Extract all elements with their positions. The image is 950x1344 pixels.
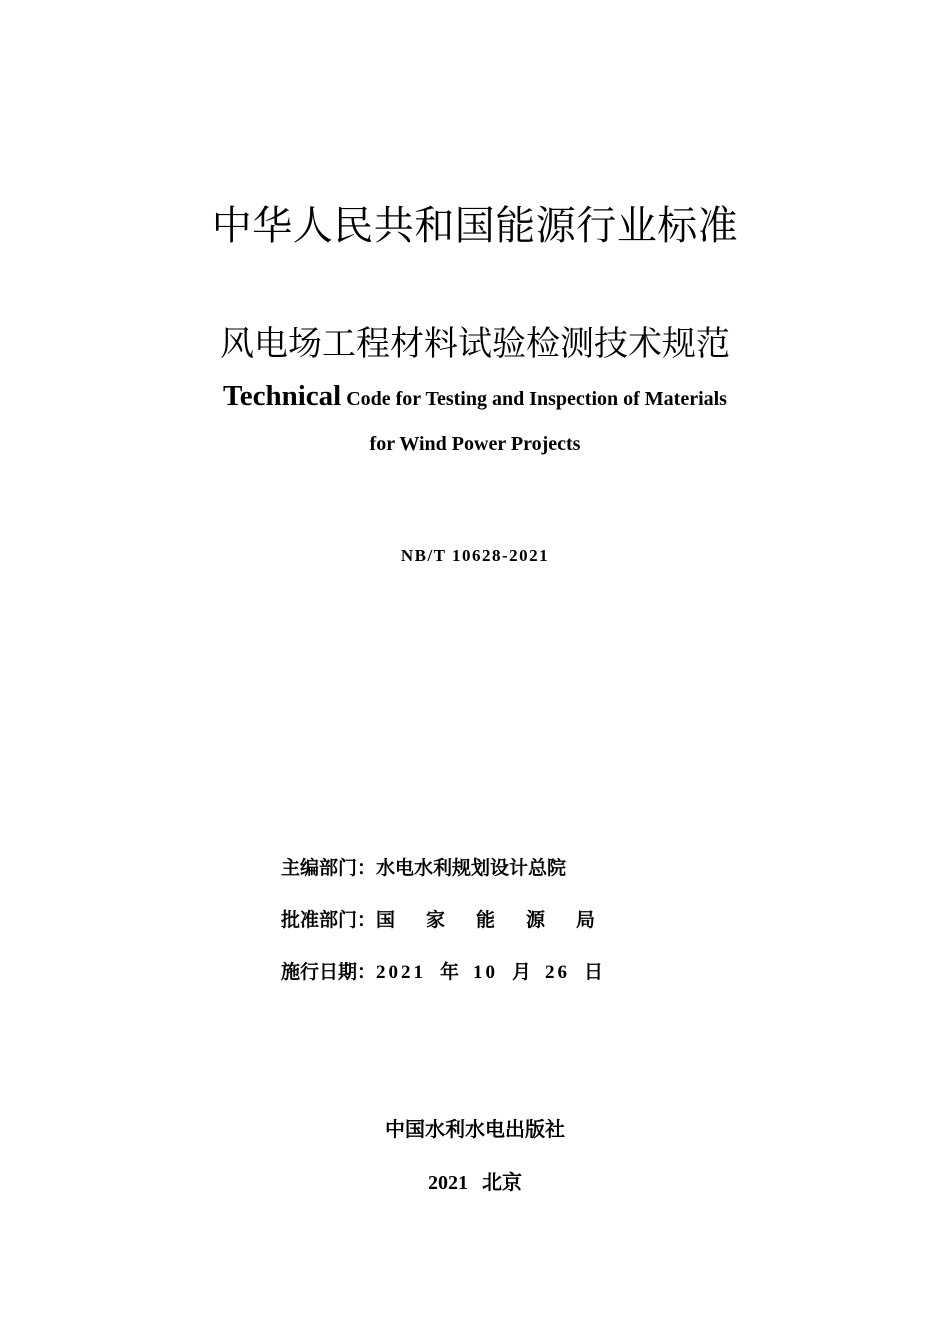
title-first-word: Technical	[223, 380, 342, 412]
approver-char: 家	[426, 909, 446, 931]
document-title-english-line1	[0, 376, 950, 419]
national-standard-heading: 中华人民共和国能源行业标准	[211, 203, 739, 249]
editor-label: 主编部门：	[281, 857, 377, 879]
date-label: 施行日期：	[281, 961, 377, 983]
document-title-english-line2: for Wind Power Projects	[369, 433, 581, 455]
publication-city: 北京	[481, 1170, 522, 1194]
approver-char: 局	[576, 909, 596, 931]
publisher-name: 中国水利水电出版社	[385, 1117, 565, 1141]
date-year-unit: 年	[440, 961, 460, 983]
approver-char: 源	[526, 909, 546, 931]
standard-number: NB/T 10628-2021	[400, 546, 550, 565]
approver-value	[376, 906, 595, 934]
approver-char: 国	[376, 909, 396, 931]
approver-char: 能	[476, 909, 496, 931]
approver-label: 批准部门：	[281, 909, 377, 931]
date-value	[376, 958, 603, 987]
editor-value: 水电水利规划设计总院	[376, 857, 567, 879]
date-year: 2021	[376, 962, 427, 983]
date-month: 10	[473, 962, 499, 983]
publication-year: 2021	[428, 1172, 469, 1194]
date-day: 26	[545, 962, 571, 983]
title-line1-rest: Code for Testing and Inspection of Materials	[346, 388, 727, 410]
approver-row	[281, 906, 681, 934]
editor-row	[281, 854, 681, 882]
effective-date-row	[281, 958, 681, 987]
date-month-unit: 月	[512, 961, 532, 983]
date-day-unit: 日	[584, 961, 604, 983]
document-title-chinese: 风电场工程材料试验检测技术规范	[220, 324, 730, 364]
publication-year-city	[0, 1168, 950, 1197]
